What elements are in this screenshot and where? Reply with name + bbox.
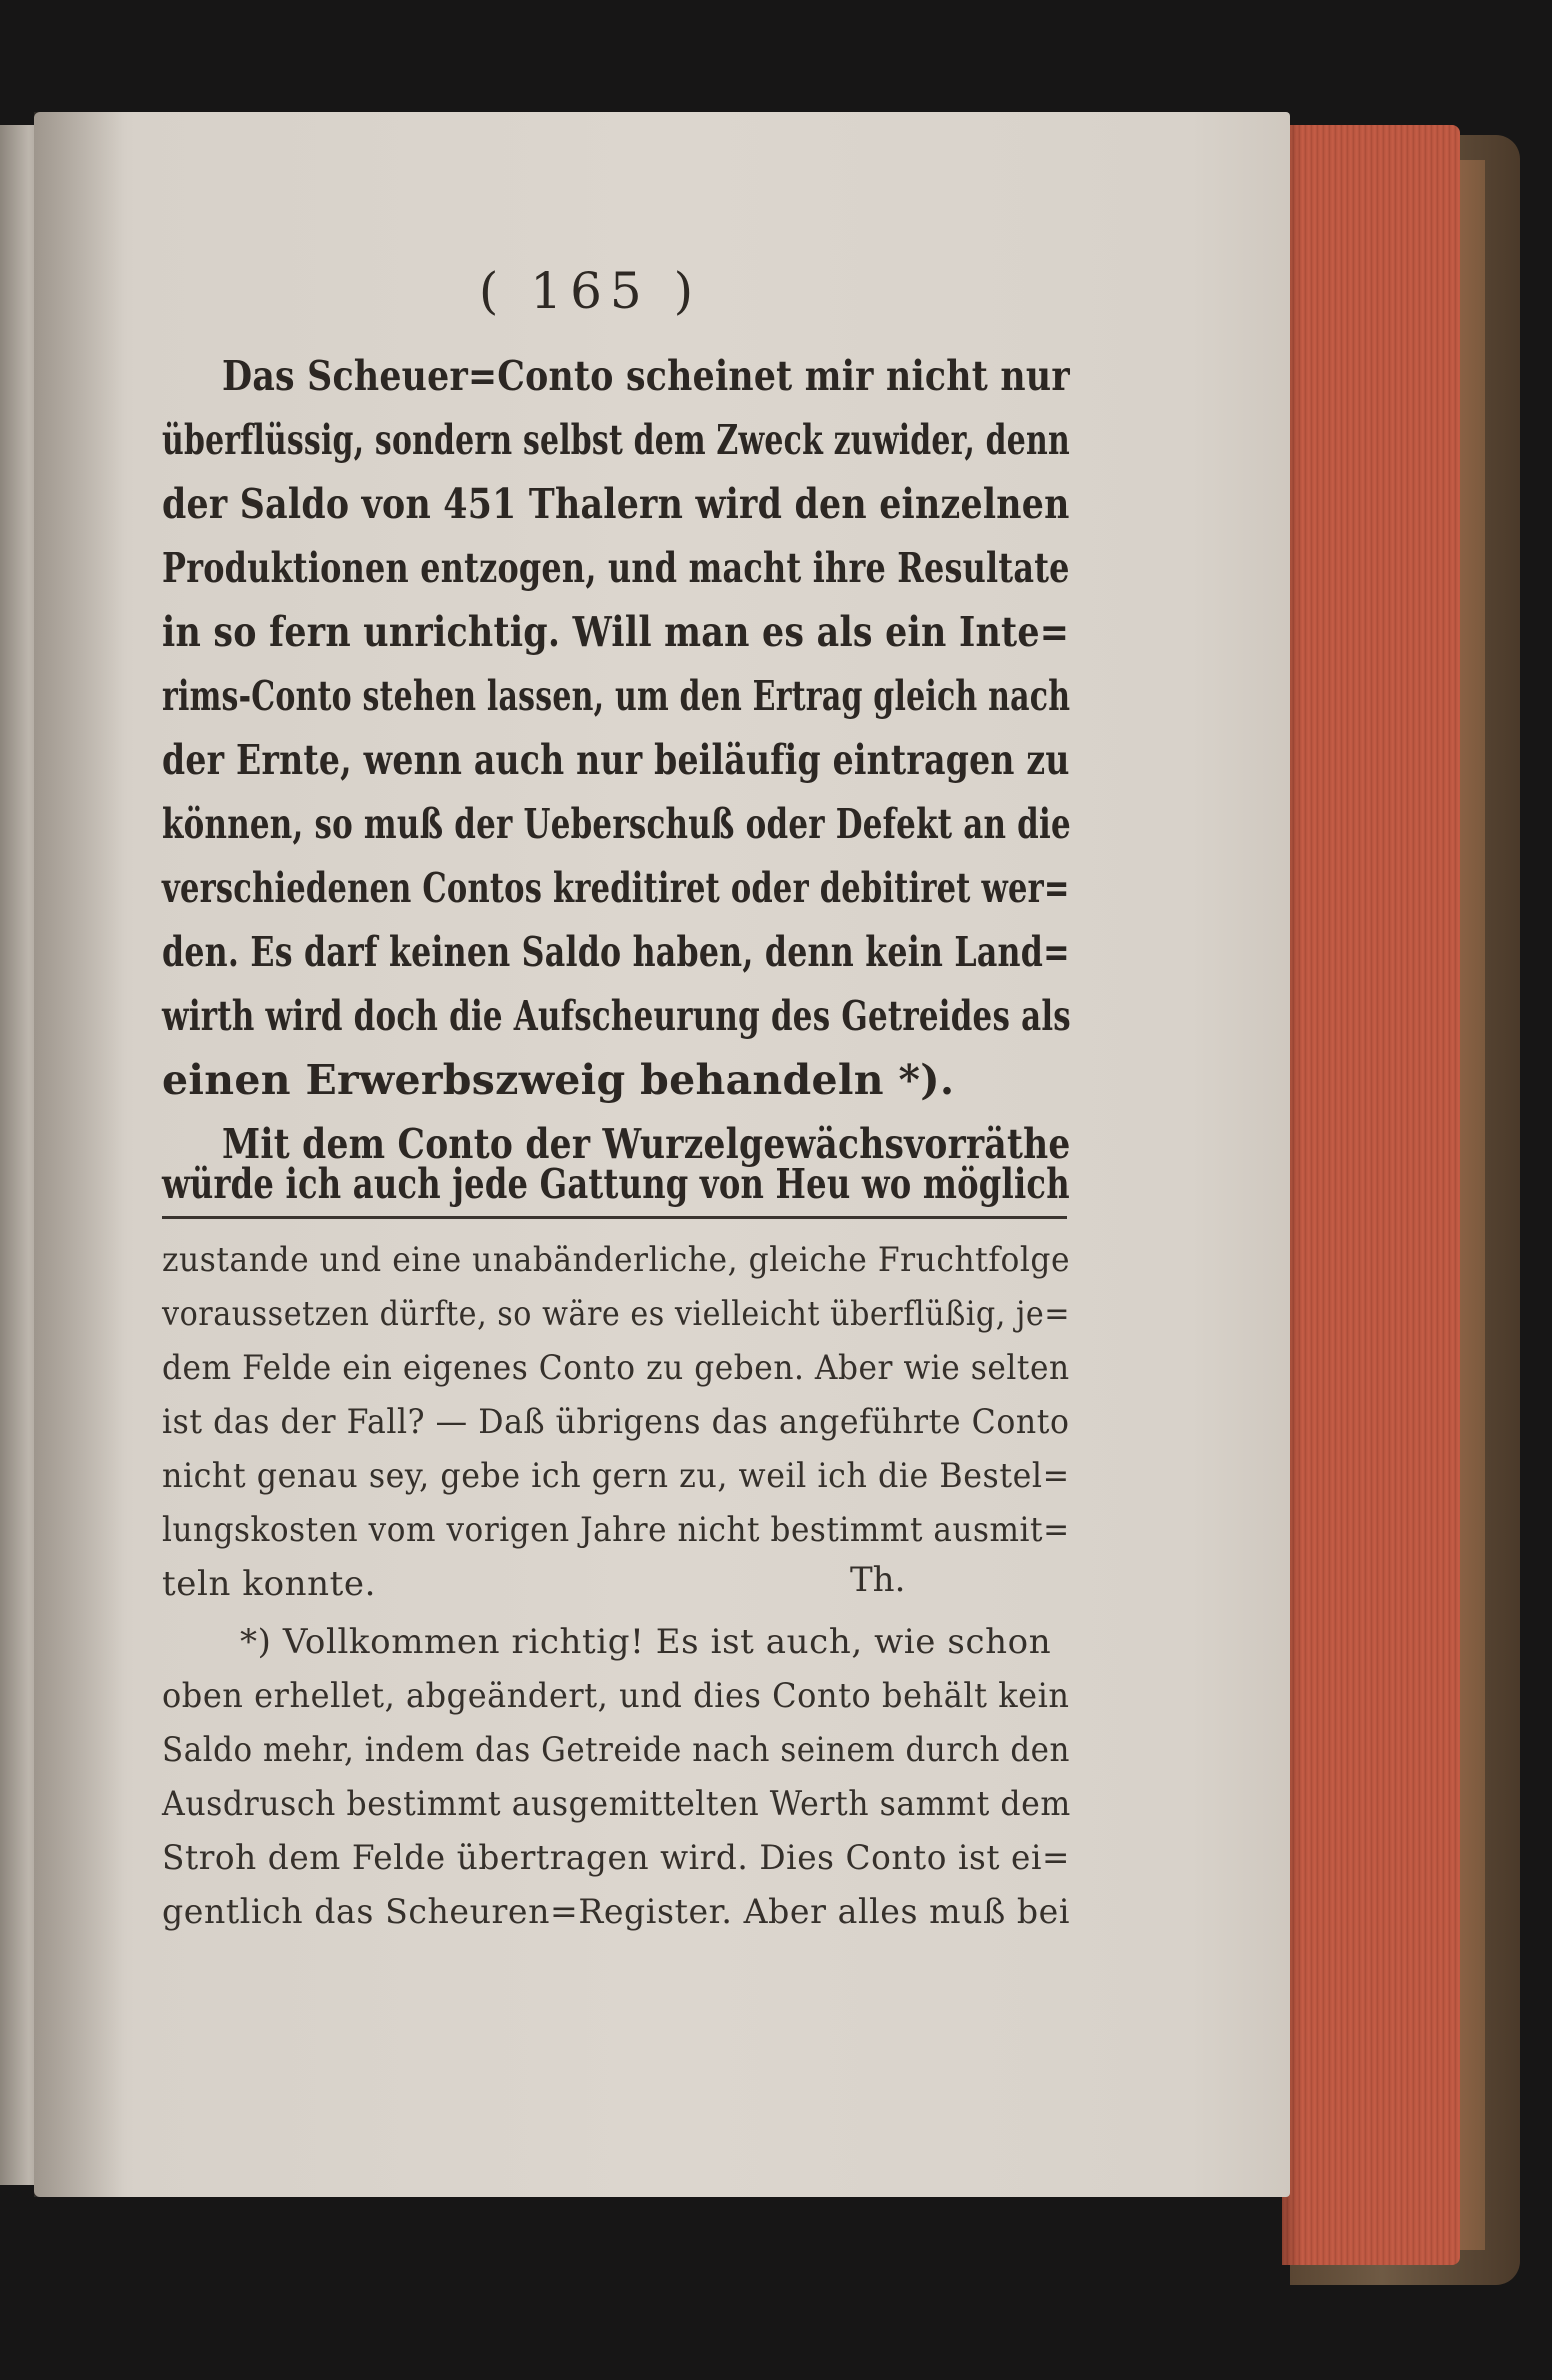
main-text-line: den. Es darf keinen Saldo haben, denn kein Land= bbox=[162, 928, 1070, 976]
footnote-line: lungskosten vom vorigen Jahre nicht bestimmt ausmit= bbox=[162, 1510, 1070, 1550]
footnote-line: oben erhellet, abgeändert, und dies Conto behält kein bbox=[162, 1676, 1070, 1716]
main-text-line: in so fern unrichtig. Will man es als ein Inte= bbox=[162, 608, 1070, 656]
footnote-line: *) Vollkommen richtig! Es ist auch, wie schon bbox=[240, 1622, 1052, 1662]
footnote-line: zustande und eine unabänderliche, gleiche Fruchtfolge bbox=[162, 1240, 1071, 1280]
footnote-signature: Th. bbox=[850, 1560, 906, 1600]
footnote-line: dem Felde ein eigenes Conto zu geben. Aber wie selten bbox=[162, 1348, 1070, 1388]
main-text-line: Das Scheuer=Conto scheinet mir nicht nur bbox=[222, 352, 1070, 400]
footnote-line: voraussetzen dürfte, so wäre es vielleicht überflüßig, je= bbox=[162, 1294, 1071, 1334]
footnote-divider bbox=[162, 1216, 1067, 1219]
main-text-line: der Ernte, wenn auch nur beiläufig eintragen zu bbox=[162, 736, 1070, 784]
red-page-edges bbox=[1282, 125, 1460, 2265]
main-text-line: einen Erwerbszweig behandeln *). bbox=[162, 1056, 955, 1104]
footnote-line: teln konnte. bbox=[162, 1564, 377, 1604]
main-text-line: Produktionen entzogen, und macht ihre Resultate bbox=[162, 544, 1070, 592]
main-text-line: können, so muß der Ueberschuß oder Defekt an die bbox=[162, 800, 1071, 848]
main-text-line: rims-Conto stehen lassen, um den Ertrag gleich nach bbox=[162, 672, 1071, 720]
main-text-line: wirth wird doch die Aufscheurung des Getreides als bbox=[162, 992, 1071, 1040]
page-gutter-shadow bbox=[34, 112, 124, 2197]
page-number: ( 165 ) bbox=[478, 262, 702, 320]
footnote-line: gentlich das Scheuren=Register. Aber alles muß bei bbox=[162, 1892, 1071, 1932]
footnote-line: Stroh dem Felde übertragen wird. Dies Conto ist ei= bbox=[162, 1838, 1071, 1878]
main-text-line: würde ich auch jede Gattung von Heu wo möglich bbox=[162, 1160, 1070, 1208]
footnote-line: nicht genau sey, gebe ich gern zu, weil ich die Bestel= bbox=[162, 1456, 1070, 1496]
footnote-line: Ausdrusch bestimmt ausgemittelten Werth sammt dem bbox=[162, 1784, 1071, 1824]
main-text-line: Mit dem Conto der Wurzelgewächsvorräthe bbox=[222, 1120, 1071, 1168]
footnote-line: ist das der Fall? — Daß übrigens das angeführte Conto bbox=[162, 1402, 1070, 1442]
footnote-line: Saldo mehr, indem das Getreide nach seinem durch den bbox=[162, 1730, 1070, 1770]
main-text-line: der Saldo von 451 Thalern wird den einzelnen bbox=[162, 480, 1070, 528]
main-text-line: verschiedenen Contos kreditiret oder debitiret wer= bbox=[162, 864, 1070, 912]
main-text-line: überflüssig, sondern selbst dem Zweck zuwider, denn bbox=[162, 416, 1070, 464]
